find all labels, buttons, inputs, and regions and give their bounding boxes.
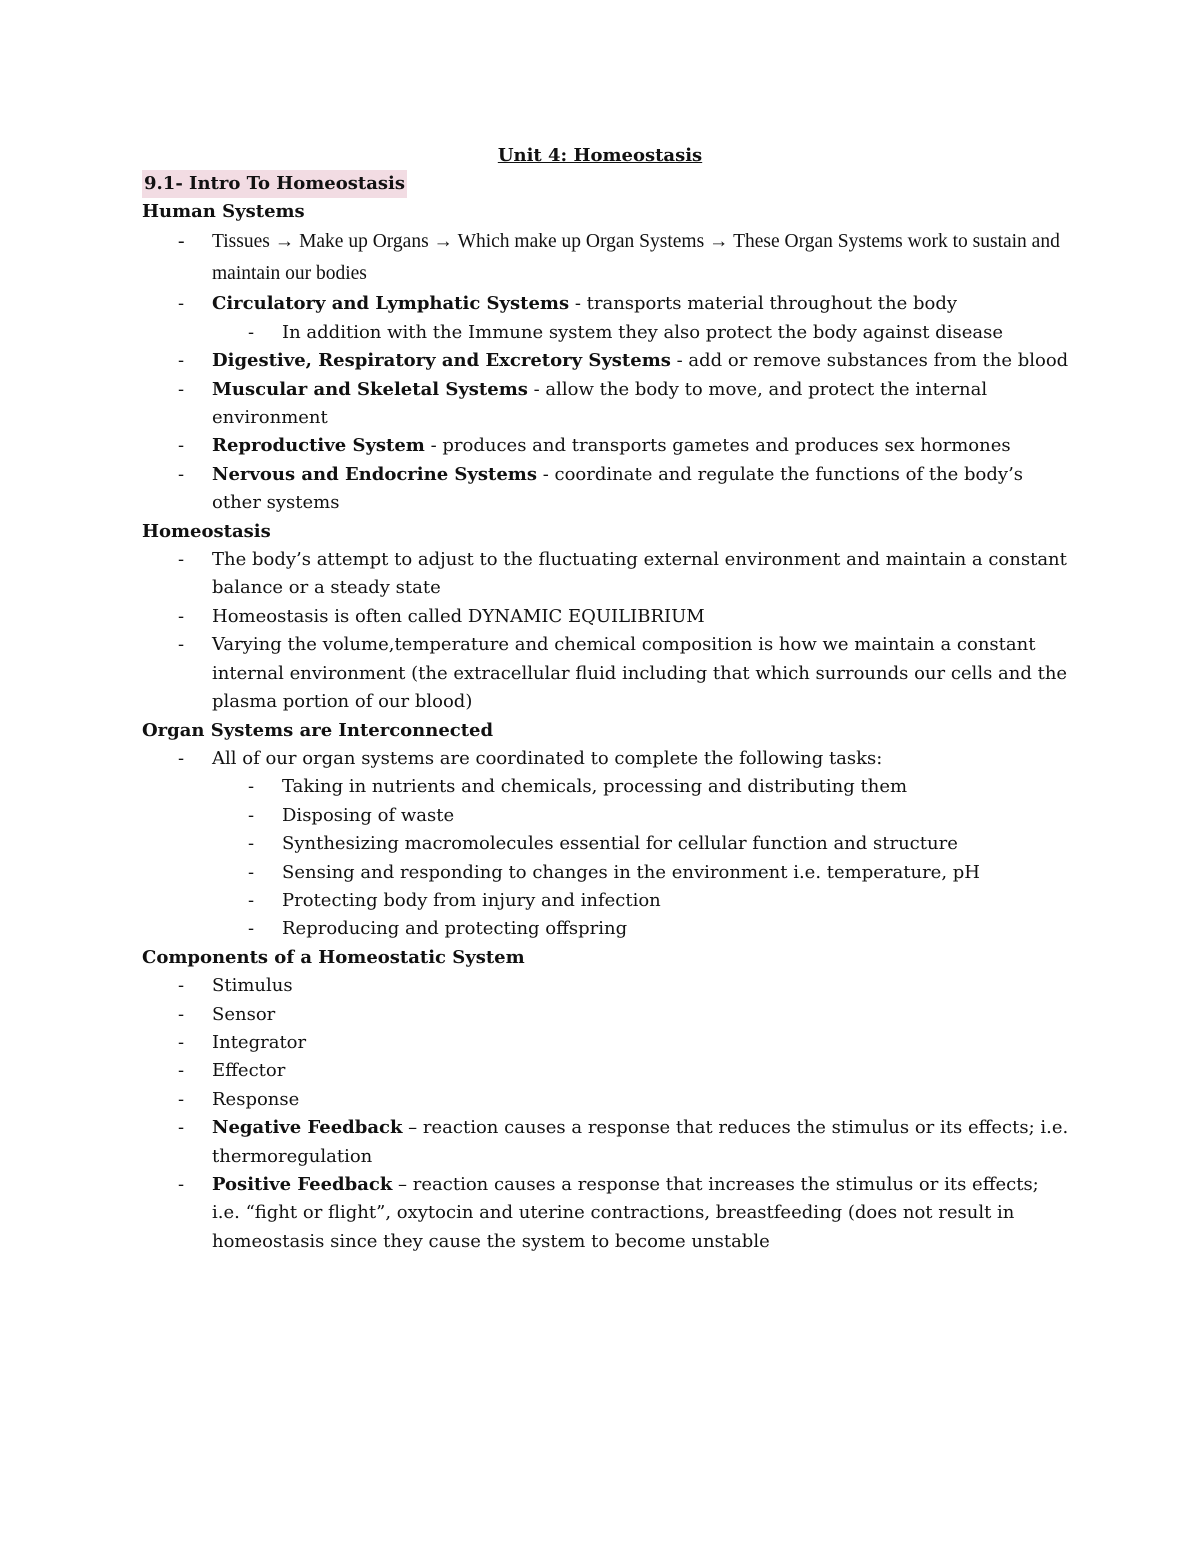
list-item: - Nervous and Endocrine Systems - coordinate and regulate the functions of the body’s other systems: [142, 461, 1072, 518]
list-item: - Homeostasis is often called DYNAMIC EQUILIBRIUM: [142, 603, 1072, 631]
circulatory-sub-list: [142, 319, 1072, 347]
list-item: - Stimulus: [142, 972, 1072, 1000]
list-item: - Sensing and responding to changes in the environment i.e. temperature, pH: [142, 859, 1072, 887]
section-heading: 9.1- Intro To Homeostasis: [142, 170, 407, 198]
document-body: [142, 198, 1072, 1256]
list-item: - Reproductive System - produces and transports gametes and produces sex hormones: [142, 432, 1072, 460]
list-item: - Tissues → Make up Organs → Which make up Organ Systems → These Organ Systems work to sustain and maintain our bodies: [142, 226, 1072, 290]
human-systems-list-continued: [142, 347, 1072, 517]
list-item: - All of our organ systems are coordinated to complete the following tasks:: [142, 745, 1072, 773]
tasks-list: [142, 773, 1072, 943]
list-item: - Varying the volume,temperature and chemical composition is how we maintain a constant internal environment (the extracellular fluid including that which surrounds our cells and the plasma portion of our blood): [142, 631, 1072, 716]
subheading-components: Components of a Homeostatic System: [142, 946, 525, 968]
list-item: - Sensor: [142, 1001, 1072, 1029]
list-item: - Taking in nutrients and chemicals, processing and distributing them: [142, 773, 1072, 801]
list-item: - Negative Feedback – reaction causes a response that reduces the stimulus or its effects; i.e. thermoregulation: [142, 1114, 1072, 1171]
list-item: - Synthesizing macromolecules essential for cellular function and structure: [142, 830, 1072, 858]
list-item: - Disposing of waste: [142, 802, 1072, 830]
subheading-interconnected: Organ Systems are Interconnected: [142, 719, 494, 741]
list-item: - Circulatory and Lymphatic Systems - transports material throughout the body: [142, 290, 1072, 318]
subheading-homeostasis: Homeostasis: [142, 520, 271, 542]
list-item: - Integrator: [142, 1029, 1072, 1057]
list-item: - Reproducing and protecting offspring: [142, 915, 1072, 943]
human-systems-list: [142, 226, 1072, 318]
list-item: - Protecting body from injury and infection: [142, 887, 1072, 915]
document-title: Unit 4: Homeostasis: [497, 145, 703, 166]
list-item: - The body’s attempt to adjust to the fluctuating external environment and maintain a constant balance or a steady state: [142, 546, 1072, 603]
list-item: - Effector: [142, 1057, 1072, 1085]
components-list: [142, 972, 1072, 1256]
list-item: - In addition with the Immune system they also protect the body against disease: [142, 319, 1072, 347]
homeostasis-list: [142, 546, 1072, 716]
subheading-human-systems: Human Systems: [142, 201, 305, 222]
list-item: - Response: [142, 1086, 1072, 1114]
list-item: - Digestive, Respiratory and Excretory Systems - add or remove substances from the blood: [142, 347, 1072, 375]
list-item: - Muscular and Skeletal Systems - allow the body to move, and protect the internal environment: [142, 376, 1072, 433]
list-item: - Positive Feedback – reaction causes a response that increases the stimulus or its effects; i.e. “fight or flight”, oxytocin and uterine contractions, breastfeeding (does not result in homeostasis since they cause the system to become unstable: [142, 1171, 1072, 1256]
interconnected-list: [142, 745, 1072, 773]
